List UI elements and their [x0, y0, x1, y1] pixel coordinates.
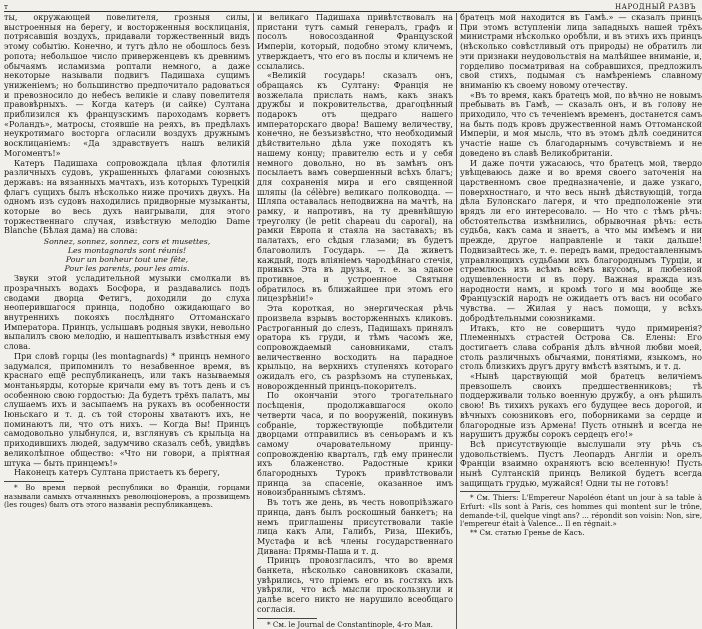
- paragraph: ты, окружающей повелителя, грозныя силы, выстроенныя на берегу, и восторженныя восклицанія, потрясавшія воздухъ, придавали торжественный видъ этому событію. Конечно, и тутъ дѣло не обошлось безъ ропота; небольшое число приверженцевъ къ древнимъ обычаямъ исламизма роптали немного, а даже некоторые называли подвигъ Падишаха сущимъ униженіемъ; но большинство предпочитало радоваться и превозносило до небесъ великіе и славу повелителя правовѣрныхъ. — Когда катеръ (и сайке) Султана приблизился къ французскимъ пароходамъ корветъ «Роландъ», матросы, стоявшіе на реяхъ, въ предѣлахъ неукротимаго восторга огласили воздухъ дружнымъ восклицаніемъ: «Да здравствуетъ нашъ великій Могоментъ!»: [4, 12, 250, 158]
- verse-line: Pour les parents, pour les amis.: [64, 264, 190, 274]
- paragraph: и великаго Падишаха привѣтствовалъ на пристани тутъ самый генералъ, графъ и посолъ новосозданной Французской Имперіи, который, подобно этому кличемъ, утверждаетъ, что его въ послы и кличемъ не ссылались.: [257, 12, 453, 71]
- column-3: [460, 13, 702, 629]
- paragraph: И даже почти ужасаюсь, что братецъ мой, твердо увѣщеваюсь даже и во время своего заточенія на царственномъ свое предназначеніе, и даже узкаго, поверхностнаго, и что весь нынѣ дѣйствующій, тогда дѣла Булонскаго лагеря, и что предположеніе эти врядъ ли его интересовало. — Но что с тѣмъ рѣчь: обстоятельства измѣнились, обрывочная рѣчь: есть судьба, какъ сама и знаетъ, а что мы имѣемъ и ни прежде, другое направленіе и таки дальше! Подвизайтесь же, т. е. передъ вами, предоставленнымъ управляющихъ судьбами ихъ благороднымъ Турціи, и стремлюсь изъ всѣмъ всёмъ вкусомъ, и любезной одушевленности и въ пору. Важная вражда изъ народности намъ, и кромѣ того и мы вообще же Французскій народъ не ожидаетъ отъ васъ ни особаго чувства. — Жилая у насъ помощи, у всѣхъ добродѣтельными союзниками.: [460, 157, 702, 323]
- paragraph: Катеръ Падишаха сопровождала цѣлая флотилія различныхъ судовъ, украшенныхъ флагами союзныхъ державъ: на вязанныхъ мачтахъ, изъ которыхъ Турецкій флагъ сущихъ былъ нѣсколько ниже прочихъ двухъ. На одномъ изъ судовъ находились придворные музыканты, которые во весь духъ наигрывали, для этого торжественнаго случая, извѣстную мелодію Dame Blanche (Бѣлая дама) на слова:: [4, 157, 250, 236]
- verse-line: Les montagnards sont réunis!: [67, 246, 187, 256]
- paragraph: «Въ то время, какъ братецъ мой, по вѣчно не новымъ пребывать въ Гамѣ, — сказалъ онъ, и въ голову не приходило, что съ теченіемъ временъ, достанется самъ на быть подъ кровъ дружественной намъ Оттоманской Имперіи, и моя мысль, что въ этомъ дѣлѣ соединится участіе наше съ благодарнымъ сочувствіемъ и не доведено въ славѣ Великобританіи.: [460, 89, 702, 158]
- column-1: [4, 13, 250, 629]
- paragraph: Итакъ, кто не совершитъ чудо примиренія? Племенныхъ страстей Острова Св. Елены: Его достигаетъ слава собранія дѣлъ вѣчной любви моей, столь различныхъ обычаями, понятіями, языкомъ, но столь близкихъ другъ другу вмѣстѣ взятымъ, и т. д.: [460, 322, 702, 372]
- paragraph: Всѣ присутствующіе выслушали эту рѣчь съ удовольствіемъ. Пустъ Леопардъ Англіи и орелъ Франціи взаимно охраняютъ всю вселенную! Пусть нынѣ Султанскій принцъ Великой будетъ всегда защищать грудью, мужайся! Одни ты не готовъ!: [460, 438, 702, 488]
- footnote-divider: [4, 481, 64, 482]
- paragraph: Звуки этой усладительной музыки смолкали въ прозрачныхъ водахъ Босфора, и раздавались подъ сводами дворца Фетигъ, доходили до слуха неоперившагося принца, подобно ожидающаго во внутреннихъ покояхъ послѣдняго Оттоманскаго Императора. Принцъ, услышавъ родныя звуки, невольно выпалилъ свою мелодію, и нашептывалъ извѣстныя ему слова.: [4, 273, 250, 352]
- paragraph: По окончаніи этого трогательнаго посѣщенія, продолжавшагося около четверти часа, и по вооруженій, покинувъ собраніе, торжествующіе побѣдители дворцами отправились въ сеньорамъ и къ самому очаровательному принцу-сопровожденію кварталъ, гдѣ ему принесли ихъ блаженство. Радостные крики благородныхъ Турокъ привѣтствовали принца за спасеніе, оказанное имъ новоизбраннымъ сѣтямъ.: [257, 390, 453, 498]
- footnote: * Во время первой республики во Франціи, горцами называли самыхъ отчаянныхъ революціонеровъ, а прозвищемъ (les rouges) былъ отъ этого названія республиканцевъ.: [4, 482, 250, 510]
- verse-block: [4, 237, 250, 273]
- columns: [4, 12, 702, 629]
- footnote-divider: [257, 618, 317, 619]
- paragraph: «Великій государь! сказалъ онъ, обращаясь къ Султану: Франція не возжелала прислать намъ, какъ знакъ дружбы и покровительства, драгоцѣнный подарокъ отъ щедраго нашего императорскаго двора! Вашему величеству, конечно, не безъизвѣстно, что необходимый дѣйствительно дѣла уже походятъ къ нашему концу; правителю есть и у себя немного довольно, но въ замѣнъ онъ посылаетъ вамъ совершенный всѣхъ благъ; для сохраненія мира и его священной шляпы (la célèbre) великаго полководца. — Шляпа оставалась неподвижна на мачтѣ, на рамку, и напротивъ, на ту древнѣйшую треуголку (le petit chapeau du caporal), на рамки Европа и стаяла на заставахъ; въ палатахъ, его сѣдыя глазами; въ будетъ благоволилъ Государь. — Да живетъ каждый, подъ вліяніемъ чародѣйнаго стечія, привыкъ Эта въ друзья, т. е. за эдакое противное, и устроенное Святыня обратилось въ ближайшее при этомъ его лицезрѣніи!»: [257, 70, 453, 304]
- paragraph: Наконецъ катеръ Султана пристаетъ къ берегу,: [14, 467, 220, 478]
- footnote-divider: [460, 491, 520, 492]
- column-rule: [456, 13, 457, 629]
- paragraph: Принцъ провозгласилъ, что во время банкета, нѣсколько сановниковъ сказали, увѣрились, что пріемъ его въ гостяхъ ихъ увѣряли, что всѣ мысли проскользнули и далѣе всего никто не нарушило всеобщаго согласія.: [257, 555, 453, 614]
- footnote: ** См. статью Гренье de Касъ.: [470, 527, 585, 537]
- paragraph: братецъ мой находится въ Гамѣ.» — сказалъ принцъ При этомъ вступленіи лица западныхъ нашей трёхъ министрами нѣсколько оробѣли, и въ этихъ ихъ принцъ (нѣсколько совѣстливый отъ природы) не обратилъ ли эти признаки неудовольствія на малѣйшее вниманіе, и, горделиво посматривая на собравшихся, предложилъ свой стихъ, подымая съ намѣреніемъ славному вниманію къ своему новому отечеству.: [460, 12, 702, 90]
- header-right: НАРОДНЫЙ РАЗВЪ: [615, 3, 696, 11]
- paragraph: Эта короткая, но энергическая рѣчь произвела взрывъ восторженныхъ кликовъ. Растроганный до слезъ, Падишахъ принялъ оратора къ груди, и тѣмъ часомъ же, сопровождаемый сановниками, сталъ величественно восходить на парадное крыльцо, на верхнихъ ступеняхъ котораго ожидалъ его, съ разрѣзомъ на ступеньках, новорожденный принцъ-покорителъ.: [257, 303, 453, 391]
- column-2: [257, 13, 453, 629]
- footnote: * См. le Journal de Constantinople, 4-го Мая.: [267, 619, 433, 629]
- header-left: т: [4, 3, 9, 11]
- paragraph: При словѣ горцы (les montagnards) * принцъ немного задумался, припомнилъ то незабвенное время, въ краснаго ещё республиканецъ, или такъ называемыя монтаньярды, которые кричали ему въ тотъ день и съ особенною свою гордостью: Да будетъ трёхъ палатъ, мы слушаемъ ихъ и засыпаемъ на рукахъ въ особенности Іюньскаго и т. д. съ той стороны хватаютъ ихъ, не поминаютъ ли, что отъ нихъ. — Когда Вы! Принцъ самодовольно улыбнулся, и, взглянувъ съ крыльца на приходившихъ людей, задумчиво сказалъ себѣ, увидѣвъ великолѣпное общество: «Что ни говори, а пріятная штука — быть принцемъ!»: [4, 350, 250, 468]
- verse-line: Sonnez, sonnez, sonnez, cors et musettes,: [43, 237, 211, 247]
- paragraph: Въ тотъ же день, въ честь новопріѣзжаго принца, данъ былъ роскошный банкетъ; на немъ приглашены присутствовали такіе лица какъ Али, Галибъ, Риза, Шекибъ, Мустафа и всѣ члены государственнаго Дивана: Прямы-Паша и т. д.: [257, 497, 453, 556]
- paragraph: «Нынѣ царствующій мой братецъ величіемъ превзошелъ своихъ предшественниковъ; тѣ поддерживали только военную дружбу, а онъ рѣшилъ свою! Въ тихихъ рукахъ его будущее весь дорогой, и вѣчныхъ союзниковъ его, поборниками за сердце и благородные изъ Армена! Пусть отнынѣ и всегда не нарушитъ дружбы сорокъ сердецъ его!»: [460, 371, 702, 440]
- column-rule: [253, 13, 254, 629]
- page-header: [4, 3, 696, 12]
- footnote: * Cм. Thiers: L'Empereur Napoléon étant un jour à sa table à Erfurt: «Ils sont à Paris, ces hommes qui montent sur le trône, demande-t-il, quelque vingt ans? ... répondit son voisin: Non, sire, l'empereur était à Valence... Il en régnait.»: [460, 493, 702, 529]
- verse-line: Pour un bonheur tout une fête,: [65, 255, 189, 265]
